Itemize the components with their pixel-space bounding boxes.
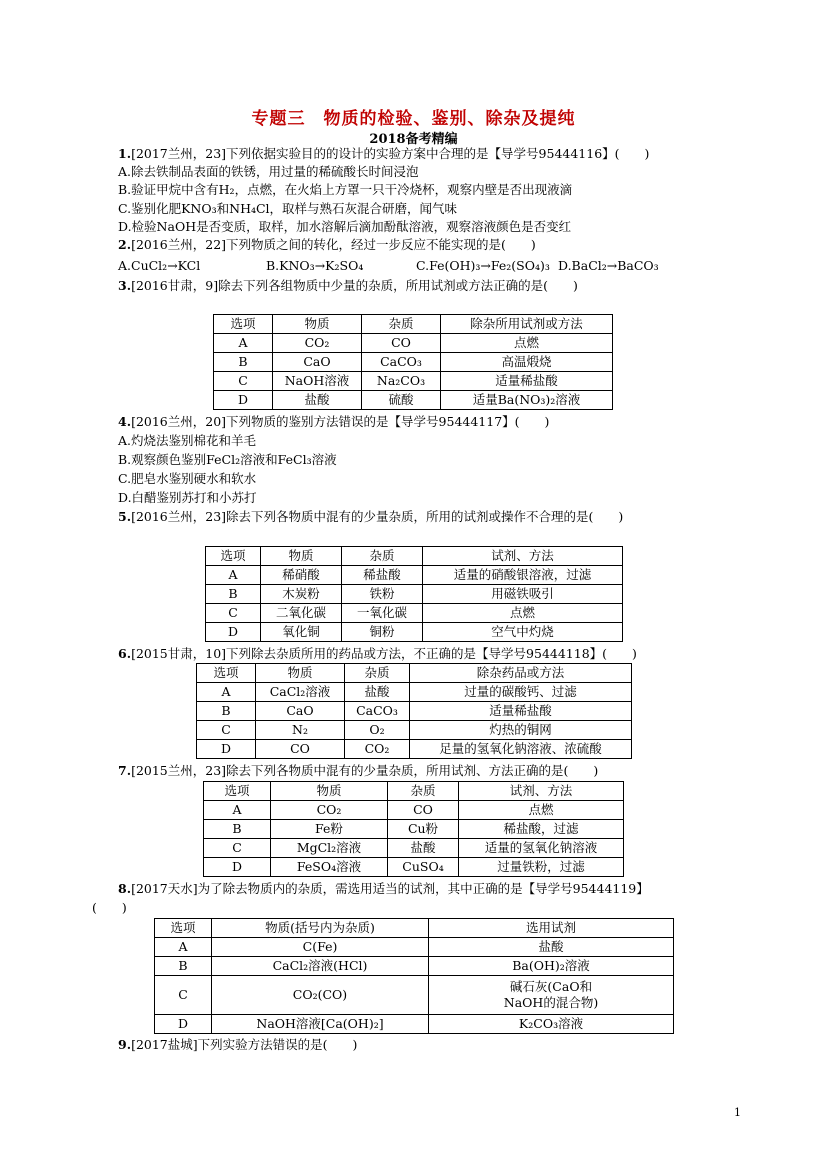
table-cell: B xyxy=(155,957,212,976)
table-cell: 点燃 xyxy=(423,604,623,623)
table-cell: B xyxy=(214,353,273,372)
table-cell: A xyxy=(155,938,212,957)
table-cell: A xyxy=(197,683,256,702)
table-row xyxy=(206,566,623,585)
table-cell: 试剂、方法 xyxy=(459,782,624,801)
table-row xyxy=(214,334,613,353)
question-8 xyxy=(118,881,649,897)
table-row xyxy=(204,820,624,839)
question-4 xyxy=(118,414,549,430)
table-cell: 盐酸 xyxy=(388,839,459,858)
question-number: 9. xyxy=(118,1037,132,1052)
option-c: C.肥皂水鉴别硬水和软水 xyxy=(118,471,257,486)
table-cell: 点燃 xyxy=(459,801,624,820)
table-row xyxy=(206,585,623,604)
table-cell: 选项 xyxy=(197,664,256,683)
table-cell: 适量Ba(NO₃)₂溶液 xyxy=(441,391,613,410)
option-d: D.BaCl₂→BaCO₃ xyxy=(558,258,659,273)
question-stem: [2016兰州，22]下列物质之间的转化，经过一步反应不能实现的是( ) xyxy=(131,237,536,252)
table-cell: 氧化铜 xyxy=(261,623,342,642)
question-stem: [2017天水]为了除去物质内的杂质，需选用适当的试剂，其中正确的是【导学号95444119】 xyxy=(131,881,649,896)
question-5 xyxy=(118,509,623,525)
table-cell: 适量稀盐酸 xyxy=(410,702,632,721)
table-cell: CuSO₄ xyxy=(388,858,459,877)
table-row xyxy=(206,604,623,623)
question-stem: [2017兰州，23]下列依据实验目的的设计的实验方案中合理的是【导学号95444116】( ) xyxy=(131,146,650,161)
table-cell: 过量的碳酸钙、过滤 xyxy=(410,683,632,702)
question-number: 6. xyxy=(118,646,132,661)
table-cell: 高温煅烧 xyxy=(441,353,613,372)
page-number: 1 xyxy=(734,1106,741,1119)
table-cell: D xyxy=(206,623,261,642)
table-cell: 除杂药品或方法 xyxy=(410,664,632,683)
table-cell: K₂CO₃溶液 xyxy=(429,1015,674,1034)
table-header-row xyxy=(204,782,624,801)
question-9 xyxy=(118,1037,357,1053)
table-cell: CaO xyxy=(273,353,362,372)
table-cell: C xyxy=(206,604,261,623)
table-cell: 选项 xyxy=(155,919,212,938)
table-cell: 选项 xyxy=(214,315,273,334)
q6-table xyxy=(196,663,632,759)
table-cell: 杂质 xyxy=(388,782,459,801)
table-header-row xyxy=(197,664,632,683)
question-stem: [2015甘肃，10]下列除去杂质所用的药品或方法，不正确的是【导学号95444118】( ) xyxy=(131,646,637,661)
table-cell: NaOH溶液 xyxy=(273,372,362,391)
question-number: 8. xyxy=(118,881,132,896)
option-b: B.KNO₃→K₂SO₄ xyxy=(266,258,364,273)
table-cell: C xyxy=(197,721,256,740)
question-number: 5. xyxy=(118,509,132,524)
q2-options xyxy=(118,258,678,274)
option-d: D.检验NaOH是否变质，取样，加水溶解后滴加酚酞溶液，观察溶液颜色是否变红 xyxy=(118,219,572,234)
table-cell: A xyxy=(206,566,261,585)
table-cell: CO xyxy=(362,334,441,353)
table-cell: B xyxy=(197,702,256,721)
question-6 xyxy=(118,646,637,662)
table-cell: C xyxy=(155,976,212,1015)
question-stem: [2016兰州，23]除去下列各物质中混有的少量杂质，所用的试剂或操作不合理的是( ) xyxy=(131,509,624,524)
option-c: C.鉴别化肥KNO₃和NH₄Cl，取样与熟石灰混合研磨，闻气味 xyxy=(118,201,458,216)
q3-table xyxy=(213,314,613,410)
table-cell: 物质 xyxy=(261,547,342,566)
table-cell: 二氧化碳 xyxy=(261,604,342,623)
table-cell: 碱石灰(CaO和 NaOH的混合物) xyxy=(429,976,674,1015)
table-cell: 点燃 xyxy=(441,334,613,353)
table-cell: 过量铁粉，过滤 xyxy=(459,858,624,877)
option-b: B.观察颜色鉴别FeCl₂溶液和FeCl₃溶液 xyxy=(118,452,337,467)
question-stem: [2016兰州，20]下列物质的鉴别方法错误的是【导学号95444117】( ) xyxy=(131,414,550,429)
table-cell: 物质 xyxy=(273,315,362,334)
question-number: 1. xyxy=(118,146,132,161)
page-subtitle: 2018备考精编 xyxy=(369,132,458,147)
table-cell: CO₂ xyxy=(273,334,362,353)
table-cell: 物质(括号内为杂质) xyxy=(212,919,429,938)
question-1 xyxy=(118,146,649,162)
table-cell: CaCO₃ xyxy=(345,702,410,721)
question-number: 4. xyxy=(118,414,132,429)
table-cell: CO xyxy=(388,801,459,820)
table-cell: D xyxy=(155,1015,212,1034)
table-cell: 稀硝酸 xyxy=(261,566,342,585)
question-number: 7. xyxy=(118,763,132,778)
table-cell: CaCl₂溶液 xyxy=(256,683,345,702)
table-cell: B xyxy=(206,585,261,604)
table-cell: B xyxy=(204,820,271,839)
table-cell: 一氧化碳 xyxy=(342,604,423,623)
table-cell: CaCl₂溶液(HCl) xyxy=(212,957,429,976)
table-row xyxy=(204,801,624,820)
table-cell: 选用试剂 xyxy=(429,919,674,938)
table-cell: 足量的氢氧化钠溶液、浓硫酸 xyxy=(410,740,632,759)
table-cell: 稀盐酸 xyxy=(342,566,423,585)
table-cell: 杂质 xyxy=(345,664,410,683)
option-b: B.验证甲烷中含有H₂，点燃，在火焰上方罩一只干冷烧杯，观察内壁是否出现液滴 xyxy=(118,182,573,197)
table-cell: CaCO₃ xyxy=(362,353,441,372)
table-cell: MgCl₂溶液 xyxy=(271,839,388,858)
option-a: A.灼烧法鉴别棉花和羊毛 xyxy=(118,433,257,448)
table-cell: 用磁铁吸引 xyxy=(423,585,623,604)
table-cell: N₂ xyxy=(256,721,345,740)
table-cell: 适量稀盐酸 xyxy=(441,372,613,391)
q5-table xyxy=(205,546,623,642)
table-cell: 杂质 xyxy=(342,547,423,566)
table-cell: CO xyxy=(256,740,345,759)
table-header-row xyxy=(214,315,613,334)
table-cell: 物质 xyxy=(256,664,345,683)
question-3 xyxy=(118,278,578,294)
table-cell: FeSO₄溶液 xyxy=(271,858,388,877)
table-cell: 盐酸 xyxy=(273,391,362,410)
table-row xyxy=(197,740,632,759)
question-stem: [2015兰州，23]除去下列各物质中混有的少量杂质，所用试剂、方法正确的是( ) xyxy=(131,763,599,778)
table-cell: 除杂所用试剂或方法 xyxy=(441,315,613,334)
table-cell: 适量的硝酸银溶液，过滤 xyxy=(423,566,623,585)
option-c: C.Fe(OH)₃→Fe₂(SO₄)₃ xyxy=(416,258,550,273)
table-row xyxy=(155,1015,674,1034)
table-row xyxy=(204,858,624,877)
table-cell: 硫酸 xyxy=(362,391,441,410)
table-cell: A xyxy=(214,334,273,353)
table-cell: 适量的氢氧化钠溶液 xyxy=(459,839,624,858)
table-cell: 空气中灼烧 xyxy=(423,623,623,642)
option-a: A.CuCl₂→KCl xyxy=(118,258,201,273)
table-cell: 物质 xyxy=(271,782,388,801)
option-a: A.除去铁制品表面的铁锈，用过量的稀硫酸长时间浸泡 xyxy=(118,164,419,179)
option-d: D.白醋鉴别苏打和小苏打 xyxy=(118,490,257,505)
table-cell: Fe粉 xyxy=(271,820,388,839)
table-row xyxy=(214,391,613,410)
table-cell: 杂质 xyxy=(362,315,441,334)
question-stem: [2016甘肃，9]除去下列各组物质中少量的杂质，所用试剂或方法正确的是( ) xyxy=(131,278,578,293)
table-cell: C(Fe) xyxy=(212,938,429,957)
table-cell: 铁粉 xyxy=(342,585,423,604)
table-cell: 选项 xyxy=(204,782,271,801)
table-row xyxy=(197,721,632,740)
table-row xyxy=(155,976,674,1015)
table-row xyxy=(204,839,624,858)
table-cell: A xyxy=(204,801,271,820)
table-row xyxy=(214,353,613,372)
page-title: 专题三 物质的检验、鉴别、除杂及提纯 xyxy=(251,109,576,129)
table-cell: C xyxy=(204,839,271,858)
q8-table xyxy=(154,918,674,1034)
table-cell: 盐酸 xyxy=(345,683,410,702)
table-cell: 灼热的铜网 xyxy=(410,721,632,740)
question-2 xyxy=(118,237,536,253)
answer-blank: ( ) xyxy=(92,900,127,915)
table-cell: 试剂、方法 xyxy=(423,547,623,566)
table-cell: 稀盐酸，过滤 xyxy=(459,820,624,839)
table-cell: 盐酸 xyxy=(429,938,674,957)
table-cell: O₂ xyxy=(345,721,410,740)
table-cell: C xyxy=(214,372,273,391)
question-7 xyxy=(118,763,598,779)
table-row xyxy=(155,957,674,976)
table-header-row xyxy=(155,919,674,938)
table-row xyxy=(197,683,632,702)
table-cell: CaO xyxy=(256,702,345,721)
table-header-row xyxy=(206,547,623,566)
table-cell: CO₂ xyxy=(345,740,410,759)
table-cell: 选项 xyxy=(206,547,261,566)
table-cell: Na₂CO₃ xyxy=(362,372,441,391)
table-cell: D xyxy=(204,858,271,877)
table-row xyxy=(155,938,674,957)
q7-table xyxy=(203,781,624,877)
table-cell: D xyxy=(214,391,273,410)
table-cell: Cu粉 xyxy=(388,820,459,839)
question-stem: [2017盐城]下列实验方法错误的是( ) xyxy=(131,1037,358,1052)
table-cell: 木炭粉 xyxy=(261,585,342,604)
table-row xyxy=(206,623,623,642)
question-number: 3. xyxy=(118,278,132,293)
table-cell: 铜粉 xyxy=(342,623,423,642)
question-number: 2. xyxy=(118,237,132,252)
table-cell: D xyxy=(197,740,256,759)
table-row xyxy=(214,372,613,391)
table-cell: CO₂ xyxy=(271,801,388,820)
table-row xyxy=(197,702,632,721)
table-cell: NaOH溶液[Ca(OH)₂] xyxy=(212,1015,429,1034)
table-cell: CO₂(CO) xyxy=(212,976,429,1015)
table-cell: Ba(OH)₂溶液 xyxy=(429,957,674,976)
